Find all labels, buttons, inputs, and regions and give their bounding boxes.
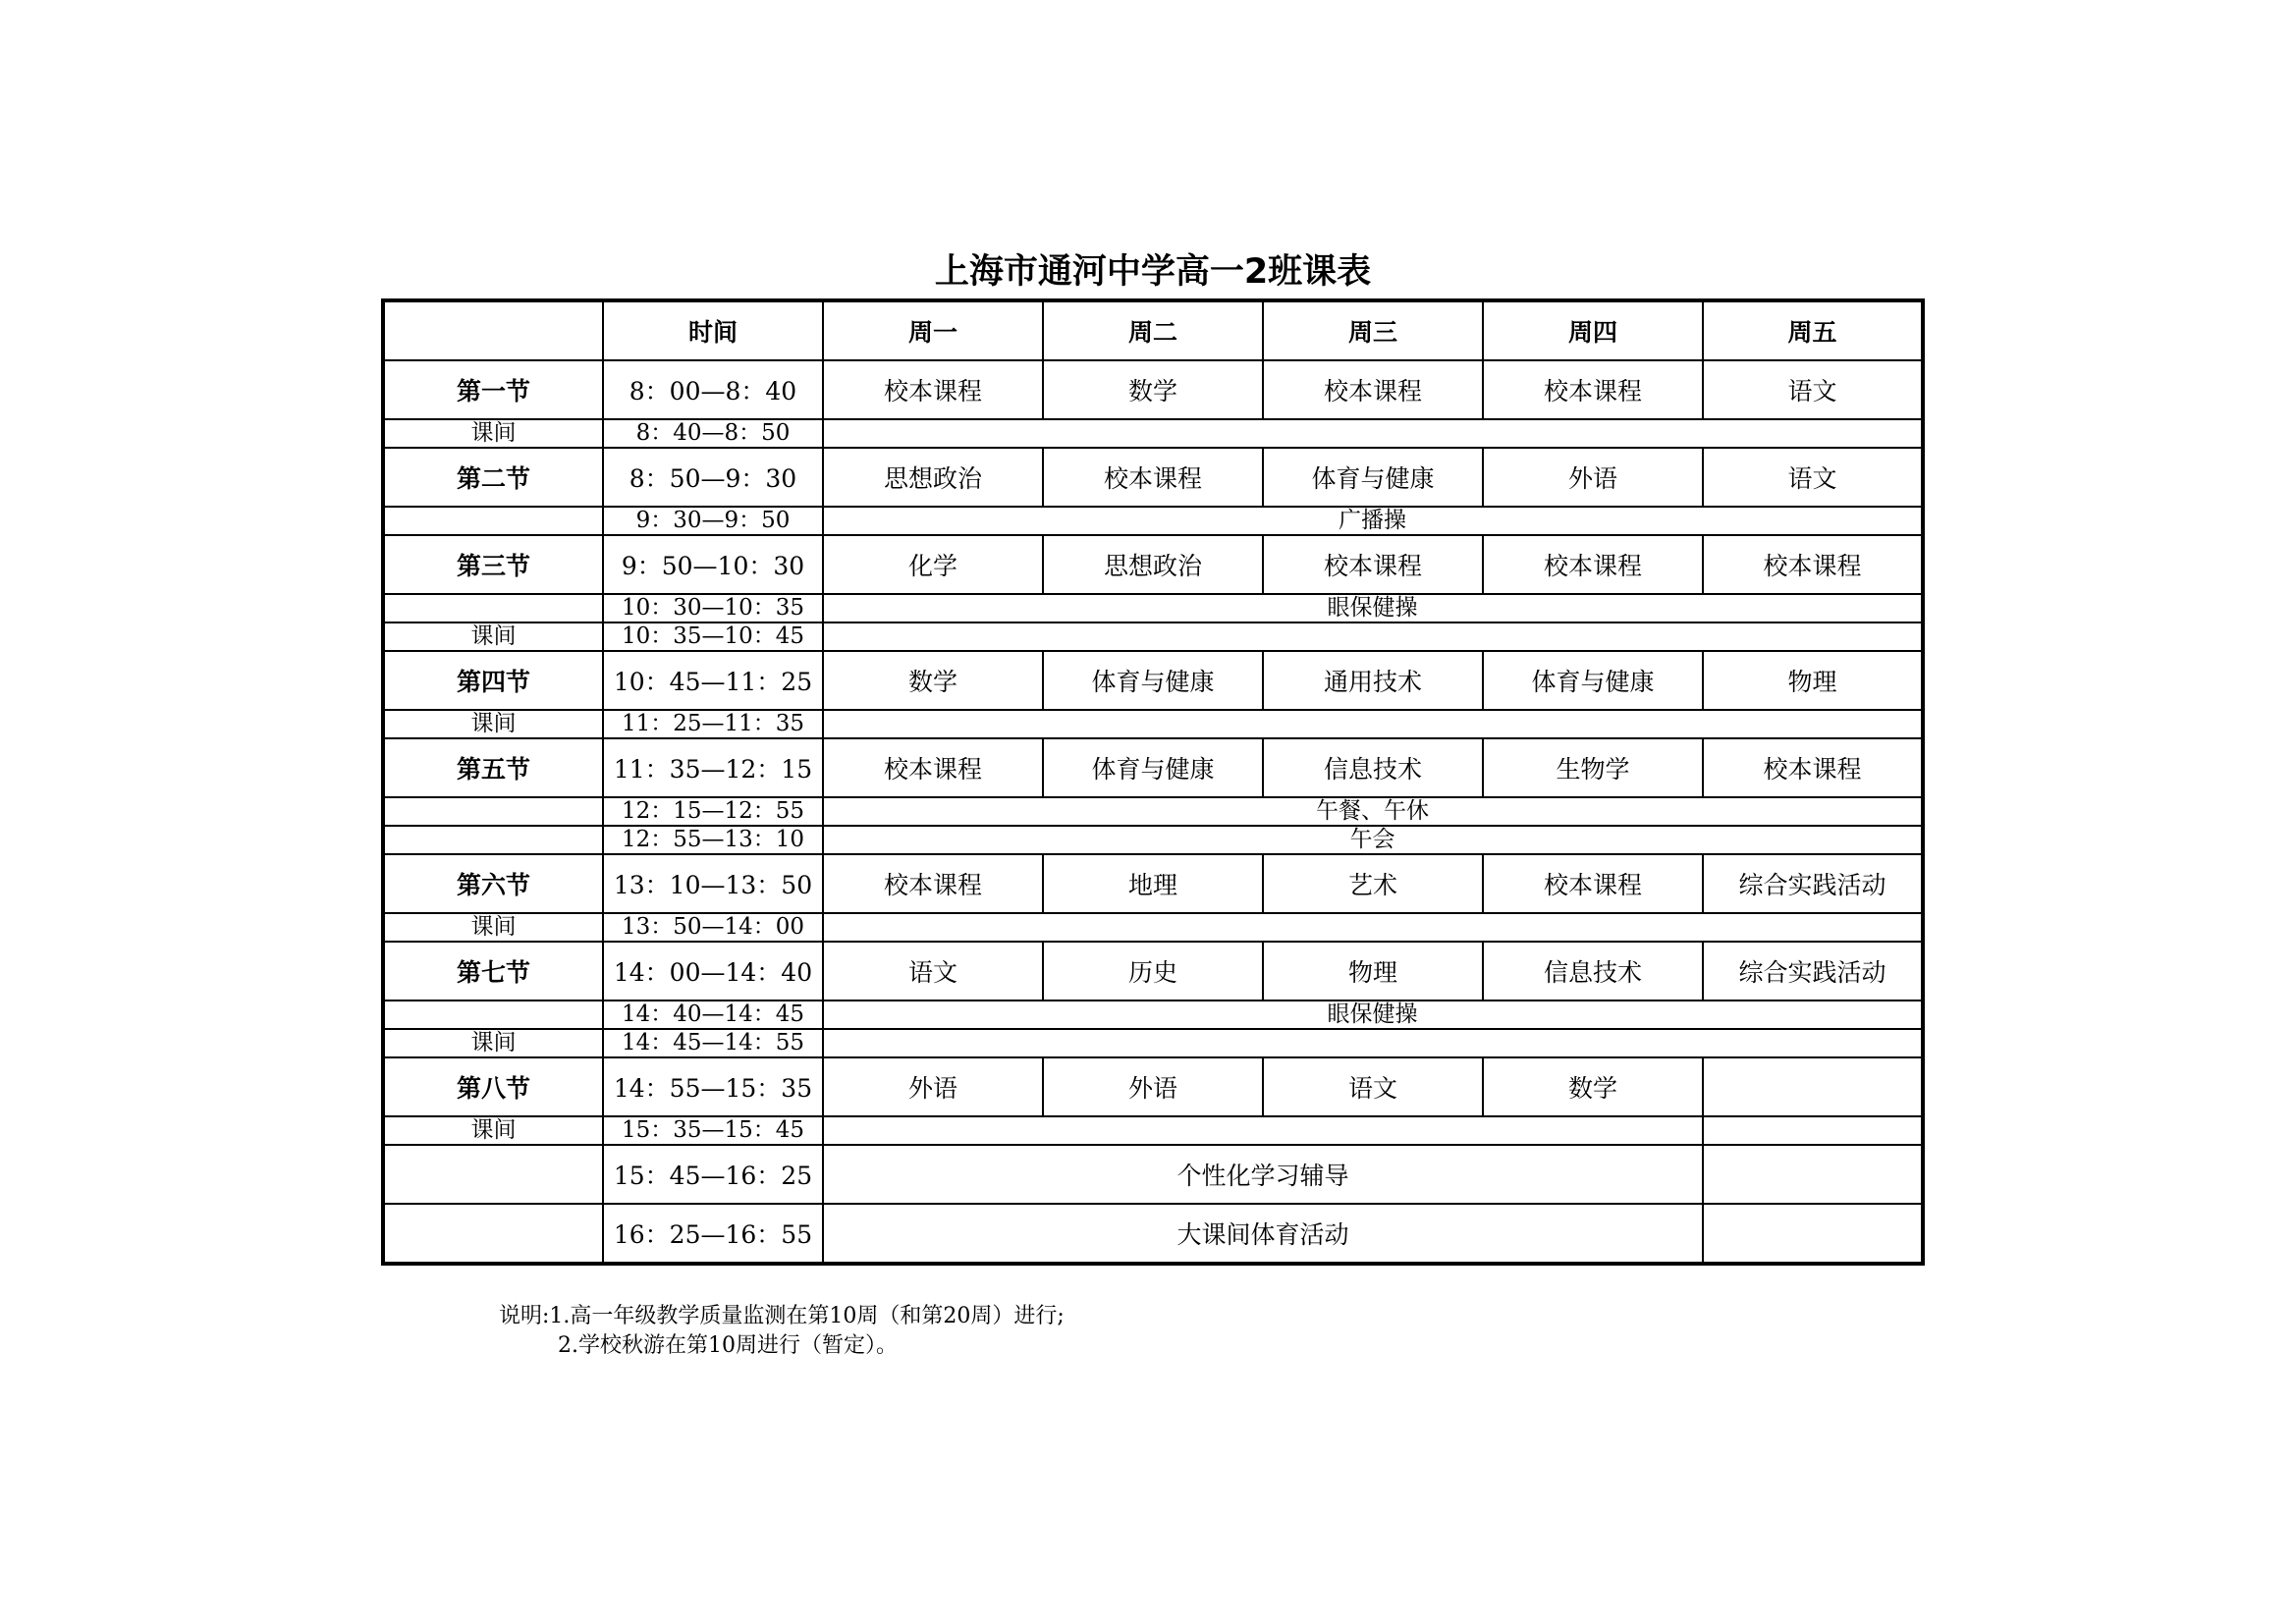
break-row	[383, 1029, 1923, 1057]
break-time: 9：30—9：50	[603, 507, 823, 535]
break-activity	[823, 1029, 1923, 1057]
subject-cell: 外语	[1043, 1057, 1263, 1116]
period-label: 第七节	[383, 942, 603, 1001]
class-period-row	[383, 535, 1923, 594]
period-time: 9：50—10：30	[603, 535, 823, 594]
break-row	[383, 913, 1923, 942]
break-label	[383, 594, 603, 622]
break-row	[383, 1001, 1923, 1029]
subject-cell: 校本课程	[1483, 360, 1703, 419]
break-time: 15：35—15：45	[603, 1116, 823, 1145]
subject-cell: 数学	[1483, 1057, 1703, 1116]
subject-cell: 地理	[1043, 854, 1263, 913]
page-title: 上海市通河中学高一2班课表	[934, 252, 1372, 292]
period-label: 第八节	[383, 1057, 603, 1116]
class-period-row	[383, 448, 1923, 507]
subject-cell: 校本课程	[823, 360, 1043, 419]
subject-cell: 校本课程	[823, 854, 1043, 913]
period-label: 第二节	[383, 448, 603, 507]
break-label: 课间	[383, 1029, 603, 1057]
break-activity: 午餐、午休	[823, 797, 1923, 826]
subject-cell: 外语	[1483, 448, 1703, 507]
period-time: 8：50—9：30	[603, 448, 823, 507]
class-period-row	[383, 854, 1923, 913]
empty-cell	[1703, 1145, 1923, 1204]
subject-cell: 生物学	[1483, 738, 1703, 797]
period-time: 14：00—14：40	[603, 942, 823, 1001]
break-time: 13：50—14：00	[603, 913, 823, 942]
activity-name: 大课间体育活动	[823, 1204, 1703, 1264]
subject-cell: 综合实践活动	[1703, 854, 1923, 913]
break-time: 10：35—10：45	[603, 622, 823, 651]
subject-cell: 外语	[823, 1057, 1043, 1116]
subject-cell: 思想政治	[823, 448, 1043, 507]
subject-cell: 数学	[1043, 360, 1263, 419]
break-label: 课间	[383, 710, 603, 738]
subject-cell: 综合实践活动	[1703, 942, 1923, 1001]
activity-label	[383, 1204, 603, 1264]
activity-time: 15：45—16：25	[603, 1145, 823, 1204]
break-time: 12：15—12：55	[603, 797, 823, 826]
break-row	[383, 710, 1923, 738]
subject-cell: 体育与健康	[1043, 738, 1263, 797]
break-row	[383, 1116, 1923, 1145]
period-time: 13：10—13：50	[603, 854, 823, 913]
break-activity	[823, 622, 1923, 651]
empty-cell	[1703, 1116, 1923, 1145]
break-row	[383, 507, 1923, 535]
subject-cell: 校本课程	[823, 738, 1043, 797]
class-period-row	[383, 360, 1923, 419]
subject-cell: 语文	[1703, 360, 1923, 419]
subject-cell: 校本课程	[1263, 360, 1483, 419]
break-time: 14：45—14：55	[603, 1029, 823, 1057]
subject-cell	[1703, 1057, 1923, 1116]
period-time: 14：55—15：35	[603, 1057, 823, 1116]
break-row	[383, 797, 1923, 826]
period-time: 11：35—12：15	[603, 738, 823, 797]
subject-cell: 校本课程	[1483, 854, 1703, 913]
period-label: 第六节	[383, 854, 603, 913]
subject-cell: 语文	[1703, 448, 1923, 507]
subject-cell: 数学	[823, 651, 1043, 710]
break-time: 12：55—13：10	[603, 826, 823, 854]
break-row	[383, 594, 1923, 622]
subject-cell: 体育与健康	[1043, 651, 1263, 710]
break-label: 课间	[383, 913, 603, 942]
subject-cell: 信息技术	[1263, 738, 1483, 797]
class-period-row	[383, 738, 1923, 797]
subject-cell: 校本课程	[1483, 535, 1703, 594]
period-time: 10：45—11：25	[603, 651, 823, 710]
break-row	[383, 419, 1923, 448]
break-label: 课间	[383, 419, 603, 448]
period-label: 第五节	[383, 738, 603, 797]
subject-cell: 校本课程	[1043, 448, 1263, 507]
activity-name: 个性化学习辅导	[823, 1145, 1703, 1204]
subject-cell: 物理	[1263, 942, 1483, 1001]
empty-cell	[1703, 1204, 1923, 1264]
note-line: 说明:1.高一年级教学质量监测在第10周（和第20周）进行;	[499, 1304, 1065, 1328]
period-time: 8：00—8：40	[603, 360, 823, 419]
subject-cell: 物理	[1703, 651, 1923, 710]
break-label	[383, 826, 603, 854]
period-label: 第一节	[383, 360, 603, 419]
header-day: 周二	[1043, 300, 1263, 360]
subject-cell: 化学	[823, 535, 1043, 594]
break-activity: 眼保健操	[823, 594, 1923, 622]
break-activity	[823, 913, 1923, 942]
subject-cell: 校本课程	[1263, 535, 1483, 594]
class-period-row	[383, 651, 1923, 710]
subject-cell: 语文	[1263, 1057, 1483, 1116]
subject-cell: 艺术	[1263, 854, 1483, 913]
header-corner-cell	[383, 300, 603, 360]
activity-time: 16：25—16：55	[603, 1204, 823, 1264]
subject-cell: 思想政治	[1043, 535, 1263, 594]
subject-cell: 通用技术	[1263, 651, 1483, 710]
break-time: 11：25—11：35	[603, 710, 823, 738]
subject-cell: 体育与健康	[1263, 448, 1483, 507]
activity-row	[383, 1204, 1923, 1264]
break-time: 8：40—8：50	[603, 419, 823, 448]
activity-label	[383, 1145, 603, 1204]
break-activity: 广播操	[823, 507, 1923, 535]
header-day: 周四	[1483, 300, 1703, 360]
break-label: 课间	[383, 622, 603, 651]
break-row	[383, 826, 1923, 854]
break-label	[383, 1001, 603, 1029]
header-time: 时间	[603, 300, 823, 360]
break-activity	[823, 419, 1923, 448]
break-label	[383, 797, 603, 826]
class-period-row	[383, 1057, 1923, 1116]
note-line: 2.学校秋游在第10周进行（暂定）。	[558, 1333, 898, 1358]
break-activity: 午会	[823, 826, 1923, 854]
break-time: 10：30—10：35	[603, 594, 823, 622]
header-row	[383, 300, 1923, 360]
header-day: 周一	[823, 300, 1043, 360]
break-activity: 眼保健操	[823, 1001, 1923, 1029]
break-label: 课间	[383, 1116, 603, 1145]
header-day: 周三	[1263, 300, 1483, 360]
activity-row	[383, 1145, 1923, 1204]
class-period-row	[383, 942, 1923, 1001]
subject-cell: 校本课程	[1703, 738, 1923, 797]
break-activity	[823, 1116, 1703, 1145]
class-schedule-table	[381, 298, 1925, 1266]
break-time: 14：40—14：45	[603, 1001, 823, 1029]
header-day: 周五	[1703, 300, 1923, 360]
period-label: 第三节	[383, 535, 603, 594]
subject-cell: 信息技术	[1483, 942, 1703, 1001]
subject-cell: 校本课程	[1703, 535, 1923, 594]
subject-cell: 体育与健康	[1483, 651, 1703, 710]
break-row	[383, 622, 1923, 651]
subject-cell: 历史	[1043, 942, 1263, 1001]
period-label: 第四节	[383, 651, 603, 710]
subject-cell: 语文	[823, 942, 1043, 1001]
break-activity	[823, 710, 1923, 738]
break-label	[383, 507, 603, 535]
